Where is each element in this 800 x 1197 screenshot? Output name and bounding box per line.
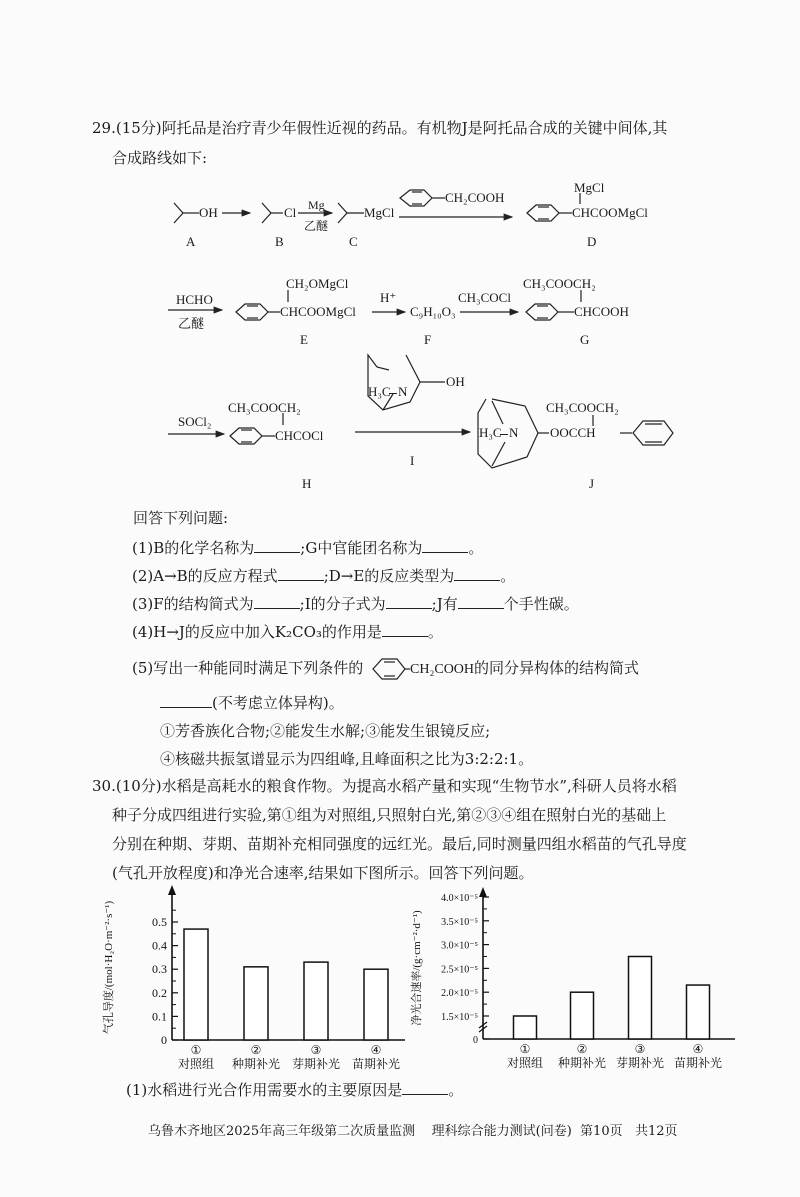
page-footer — [148, 1120, 678, 1139]
y-tick-label: 0.3 — [152, 962, 167, 977]
q29-sub5-text-b: 的同分异构体的结构简式 — [474, 659, 640, 677]
H-top-group: CH₃COOCH₂ — [228, 400, 301, 415]
answer-intro: 回答下列问题: — [133, 509, 229, 527]
bar — [571, 992, 594, 1039]
reagent-acetyl-chloride: CH₃COCl — [458, 290, 511, 305]
x-tick-number: ① — [519, 1042, 531, 1056]
q29-sub3-text-a: (3)F的结构简式为 — [132, 595, 254, 613]
G-label: G — [580, 332, 590, 347]
x-tick-number: ④ — [692, 1042, 704, 1056]
F-formula: C₉H₁₀O₃ — [410, 304, 456, 319]
bar — [244, 967, 268, 1040]
reagent-SOCl2: SOCl₂ — [178, 414, 212, 429]
J-label: J — [589, 476, 595, 491]
D-top-group: MgCl — [574, 180, 605, 195]
x-tick-label: 对照组 — [177, 1057, 215, 1071]
synthesis-route — [0, 170, 800, 500]
y-tick-label: 4.0×10⁻⁵ — [441, 893, 478, 904]
reagent-H+: H⁺ — [380, 290, 397, 305]
condition-1-3: ①芳香族化合物;②能发生水解;③能发生银镜反应; — [160, 722, 491, 740]
x-tick-label: 种期补光 — [557, 1056, 607, 1070]
J-methyl: H₃C — [479, 425, 502, 440]
reagent-phenylacetic-acid: CH₂COOH — [445, 190, 505, 205]
q29-sub1-text-a: (1)B的化学名称为 — [132, 539, 255, 557]
answer-blank[interactable] — [254, 538, 300, 553]
bar — [364, 969, 388, 1040]
bar — [514, 1016, 537, 1039]
q29-sub4 — [132, 622, 443, 642]
q30-stem-line3: 分别在种期、芽期、苗期补充相同强度的远红光。最后,同时测量四组水稻苗的气孔导度 — [112, 835, 687, 853]
q29-sub3 — [132, 594, 579, 614]
J-chain: OOCCH — [550, 425, 596, 440]
bar — [629, 957, 652, 1040]
bar — [184, 929, 208, 1040]
answer-blank[interactable] — [422, 538, 468, 553]
J-nitrogen: N — [509, 425, 519, 440]
x-tick-number: ① — [190, 1043, 202, 1057]
q30-sub1-text-b: 。 — [448, 1081, 464, 1099]
q30-stem-line2: 种子分成四组进行实验,第①组为对照组,只照射白光,第②③④组在照射白光的基础上 — [112, 806, 667, 824]
G-chain: CHCOOH — [574, 304, 629, 319]
I-methyl-bond — [389, 393, 397, 394]
q29-sub2-text-b: ;D→E的反应类型为 — [323, 567, 455, 585]
answer-blank[interactable] — [160, 693, 212, 708]
y-tick-label: 3.0×10⁻⁵ — [441, 940, 478, 952]
x-tick-number: ③ — [310, 1043, 322, 1057]
I-tropine-skeleton — [368, 355, 445, 410]
q29-sub1 — [132, 538, 483, 558]
x-tick-number: ② — [576, 1042, 588, 1056]
y-tick-label: 3.5×10⁻⁵ — [441, 916, 478, 928]
y-tick-label: 0.1 — [152, 1009, 167, 1024]
answer-blank[interactable] — [386, 594, 432, 609]
D-label: D — [587, 234, 597, 249]
reagent-ether: 乙醚 — [304, 219, 329, 233]
answer-blank[interactable] — [254, 594, 300, 609]
x-tick-number: ④ — [370, 1043, 382, 1057]
benzene-ring-icon — [370, 655, 410, 683]
answer-blank[interactable] — [458, 594, 504, 609]
x-tick-label: 种期补光 — [231, 1057, 281, 1071]
q30-stem-line4: (气孔开放程度)和净光合速率,结果如下图所示。回答下列问题。 — [112, 864, 534, 882]
E-top-group: CH₂OMgCl — [286, 276, 349, 291]
footer-subject: 理科综合能力测试(问卷) — [431, 1124, 572, 1139]
A-label: A — [186, 234, 196, 249]
I-methyl: H₃C — [368, 384, 391, 399]
q29-sub2-text-c: 。 — [500, 567, 516, 585]
x-tick-number: ② — [250, 1043, 262, 1057]
footer-total-pages: 共12页 — [635, 1124, 678, 1139]
q29-sub1-text-b: ;G中官能团名称为 — [300, 539, 423, 557]
reagent-ether-2: 乙醚 — [178, 316, 205, 331]
bar — [687, 985, 710, 1039]
y-tick-label: 0 — [161, 1033, 167, 1047]
A-isopropyl-skeleton — [174, 203, 183, 223]
chart-net-photosynthesis — [410, 885, 740, 1075]
y-axis-label: 净光合速率/(g·cm⁻²·d⁻¹) — [411, 910, 423, 1026]
answer-blank[interactable] — [454, 566, 500, 581]
q29-sub1-text-c: 。 — [468, 539, 484, 557]
q29-stem-line2: 合成路线如下: — [112, 149, 208, 167]
q29-sub2-text-a: (2)A→B的反应方程式 — [132, 567, 278, 585]
E-chain: CHCOOMgCl — [280, 304, 356, 319]
I-hydroxyl: OH — [446, 374, 465, 389]
q29-sub4-text-b: 。 — [427, 623, 443, 641]
q29-sub3-text-d: 个手性碳。 — [503, 595, 579, 613]
chart-stomatal-conductance — [100, 885, 420, 1075]
x-tick-label: 苗期补光 — [673, 1056, 723, 1070]
y-tick-label: 2.0×10⁻⁵ — [441, 988, 478, 1000]
x-tick-label: 芽期补光 — [291, 1057, 341, 1071]
H-chain: CHCOCl — [275, 428, 324, 443]
answer-blank[interactable] — [278, 566, 324, 581]
I-label: I — [410, 453, 415, 468]
bar — [304, 962, 328, 1040]
q29-sub3-text-b: ;I的分子式为 — [299, 595, 386, 613]
q29-sub5-chain: CH₂COOH — [410, 662, 475, 677]
y-axis-arrow — [479, 887, 487, 897]
q29-sub5-text-c: (不考虑立体异构)。 — [212, 694, 344, 712]
q29-sub5-text-a: (5)写出一种能同时满足下列条件的 — [132, 659, 364, 677]
x-tick-number: ③ — [634, 1042, 646, 1056]
C-label: C — [349, 234, 358, 249]
y-tick-label: 1.5×10⁻⁵ — [441, 1012, 478, 1023]
y-tick-label: 2.5×10⁻⁵ — [441, 964, 478, 976]
q29-sub5 — [132, 655, 639, 683]
A-group: OH — [199, 205, 218, 220]
q29-sub2 — [132, 566, 515, 586]
y-axis-label: 气孔导度/(mol·H₂O·m⁻²·s⁻¹) — [103, 900, 115, 1035]
x-tick-label: 苗期补光 — [351, 1057, 401, 1071]
q29-sub5-line2 — [160, 693, 344, 713]
q29-sub4-text-a: (4)H→J的反应中加入K₂CO₃的作用是 — [132, 623, 382, 641]
footer-exam-name: 乌鲁木齐地区2025年高三年级第二次质量监测 — [148, 1124, 416, 1139]
y-tick-label: 0.4 — [152, 938, 167, 953]
y-tick-label: 0.2 — [152, 985, 167, 1000]
G-top-group: CH₃COOCH₂ — [523, 276, 596, 291]
q29-sub3-text-c: ;J有 — [431, 595, 458, 613]
C-group: MgCl — [364, 205, 395, 220]
q30-sub1 — [126, 1080, 463, 1100]
B-isopropyl-skeleton — [262, 203, 271, 223]
C-isopropyl-skeleton — [338, 203, 347, 223]
condition-4: ④核磁共振氢谱显示为四组峰,且峰面积之比为3:2:2:1。 — [160, 750, 534, 768]
reagent-Mg: Mg — [308, 198, 325, 212]
F-label: F — [424, 332, 432, 347]
I-nitrogen: N — [398, 384, 408, 399]
D-chain: CHCOOMgCl — [572, 205, 648, 220]
x-tick-label: 对照组 — [506, 1056, 544, 1070]
J-methyl-bond — [500, 434, 508, 435]
y-axis-arrow — [168, 885, 176, 895]
J-top-group: CH₃COOCH₂ — [546, 400, 619, 415]
answer-blank[interactable] — [382, 622, 428, 637]
answer-blank[interactable] — [402, 1080, 448, 1095]
H-label: H — [302, 476, 312, 491]
reagent-HCHO: HCHO — [176, 292, 213, 307]
footer-page-number: 第10页 — [580, 1124, 623, 1139]
B-label: B — [275, 234, 284, 249]
y-tick-label: 0 — [473, 1035, 478, 1046]
B-group: Cl — [284, 205, 297, 220]
q29-stem-line1: 29.(15分)阿托品是治疗青少年假性近视的药品。有机物J是阿托品合成的关键中间体,其 — [92, 119, 668, 137]
y-tick-label: 0.5 — [152, 915, 167, 929]
E-label: E — [300, 332, 308, 347]
q30-sub1-text-a: (1)水稻进行光合作用需要水的主要原因是 — [126, 1081, 403, 1099]
x-tick-label: 芽期补光 — [615, 1056, 665, 1070]
q30-stem-line1: 30.(10分)水稻是高耗水的粮食作物。为提高水稻产量和实现“生物节水”,科研人员将水稻 — [92, 777, 677, 795]
